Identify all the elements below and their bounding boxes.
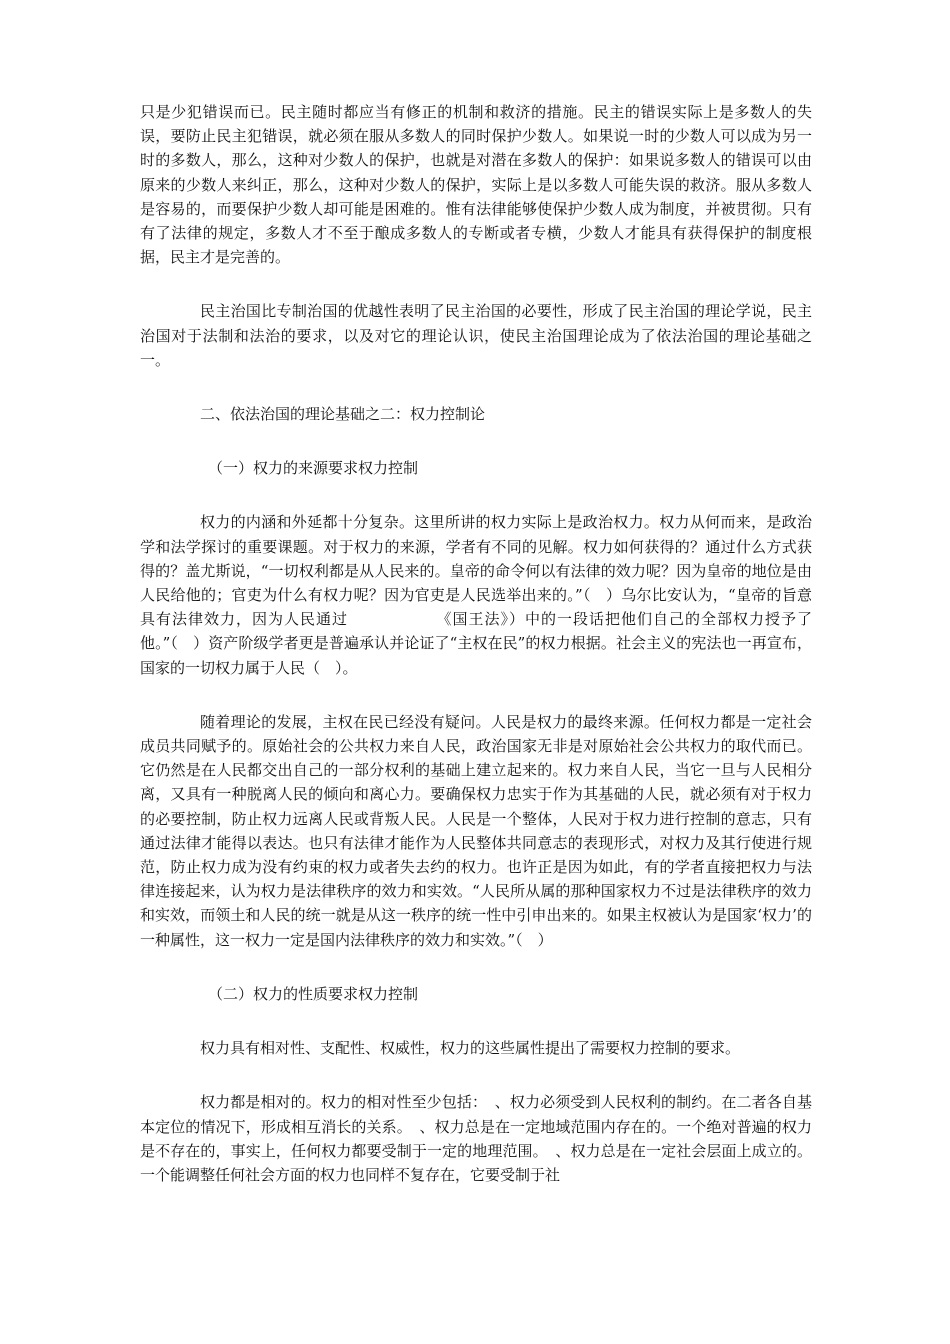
subsection-heading-power-nature: （二）权力的性质要求权力控制	[208, 984, 419, 1003]
paragraph-power-origin: 权力的内涵和外延都十分复杂。这里所讲的权力实际上是政治权力。权力从何而来，是政治学和法学探讨的重要课题。对于权力的来源，学者有不同的见解。权力如何获得的？通过什么方式获得的？盖尤斯说，“一切权利都是从人民来的。皇帝的命令何以有法律的效力呢？因为皇帝的地位是由人民给他的；官吏为什么有权力呢？因为官吏是人民选举出来的。”（ ）乌尔比安认为，“皇帝的旨意具有法律效力，因为人民通过 《国王法》）中的一段话把他们自己的全部权力授予了他。”（ ）资产阶级学者更是普遍承认并论证了“主权在民”的权力根据。社会主义的宪法也一再宣布，国家的一切权力属于人民（ ）。	[140, 513, 812, 677]
paragraph-power-relativity: 权力都是相对的。权力的相对性至少包括： 、权力必须受到人民权利的制约。在二者各自基本定位的情况下，形成相互消长的关系。 、权力总是在一定地域范围内存在的。一个绝对普遍的权力是不存在的，事实上，任何权力都要受制于一定的地理范围。 、权力总是在一定社会层面上成立的。一个能调整任何社会方面的权力也同样不复存在，它要受制于社	[140, 1093, 812, 1184]
paragraph-democracy-necessity: 民主治国比专制治国的优越性表明了民主治国的必要性，形成了民主治国的理论学说，民主治国对于法制和法治的要求，以及对它的理论认识，使民主治国理论成为了依法治国的理论基础之一。	[140, 302, 812, 369]
document-page	[140, 100, 812, 1217]
paragraph-democracy-minority: 只是少犯错误而已。民主随时都应当有修正的机制和救济的措施。民主的错误实际上是多数人的失误，要防止民主犯错误，就必须在服从多数人的同时保护少数人。如果说一时的少数人可以成为另一时的多数人，那么，这种对少数人的保护，也就是对潜在多数人的保护：如果说多数人的错误可以由原来的少数人来纠正，那么，这种对少数人的保护，实际上是以多数人可能失误的救济。服从多数人是容易的，而要保护少数人却可能是困难的。惟有法律能够使保护少数人成为制度，并被贯彻。只有有了法律的规定，多数人才不至于酿成多数人的专断或者专横，少数人才能具有获得保护的制度根据，民主才是完善的。	[140, 103, 812, 267]
section-heading-power-control: 二、依法治国的理论基础之二：权力控制论	[200, 405, 486, 424]
paragraph-popular-sovereignty: 随着理论的发展，主权在民已经没有疑问。人民是权力的最终来源。任何权力都是一定社会成员共同赋予的。原始社会的公共权力来自人民，政治国家无非是对原始社会公共权力的取代而已。它仍然是在人民都交出自己的一部分权利的基础上建立起来的。权力来自人民，当它一旦与人民相分离，又具有一种脱离人民的倾向和离心力。要确保权力忠实于作为其基础的人民，就必须有对于权力的必要控制，防止权力远离人民或背叛人民。人民是一个整体，人民对于权力进行控制的意志，只有通过法律才能得以表达。也只有法律才能作为人民整体共同意志的表现形式，对权力及其行使进行规范，防止权力成为没有约束的权力或者失去约的权力。也许正是因为如此，有的学者直接把权力与法律连接起来，认为权力是法律秩序的效力和实效。“人民所从属的那种国家权力不过是法律秩序的效力和实效，而领土和人民的统一就是从这一秩序的统一性中引申出来的。如果主权被认为是国家‘权力’的一种属性，这一权力一定是国内法律秩序的效力和实效。”（ ）	[140, 712, 812, 949]
subsection-heading-power-source: （一）权力的来源要求权力控制	[208, 459, 419, 478]
paragraph-power-attributes: 权力具有相对性、支配性、权威性，权力的这些属性提出了需要权力控制的要求。	[200, 1039, 741, 1058]
